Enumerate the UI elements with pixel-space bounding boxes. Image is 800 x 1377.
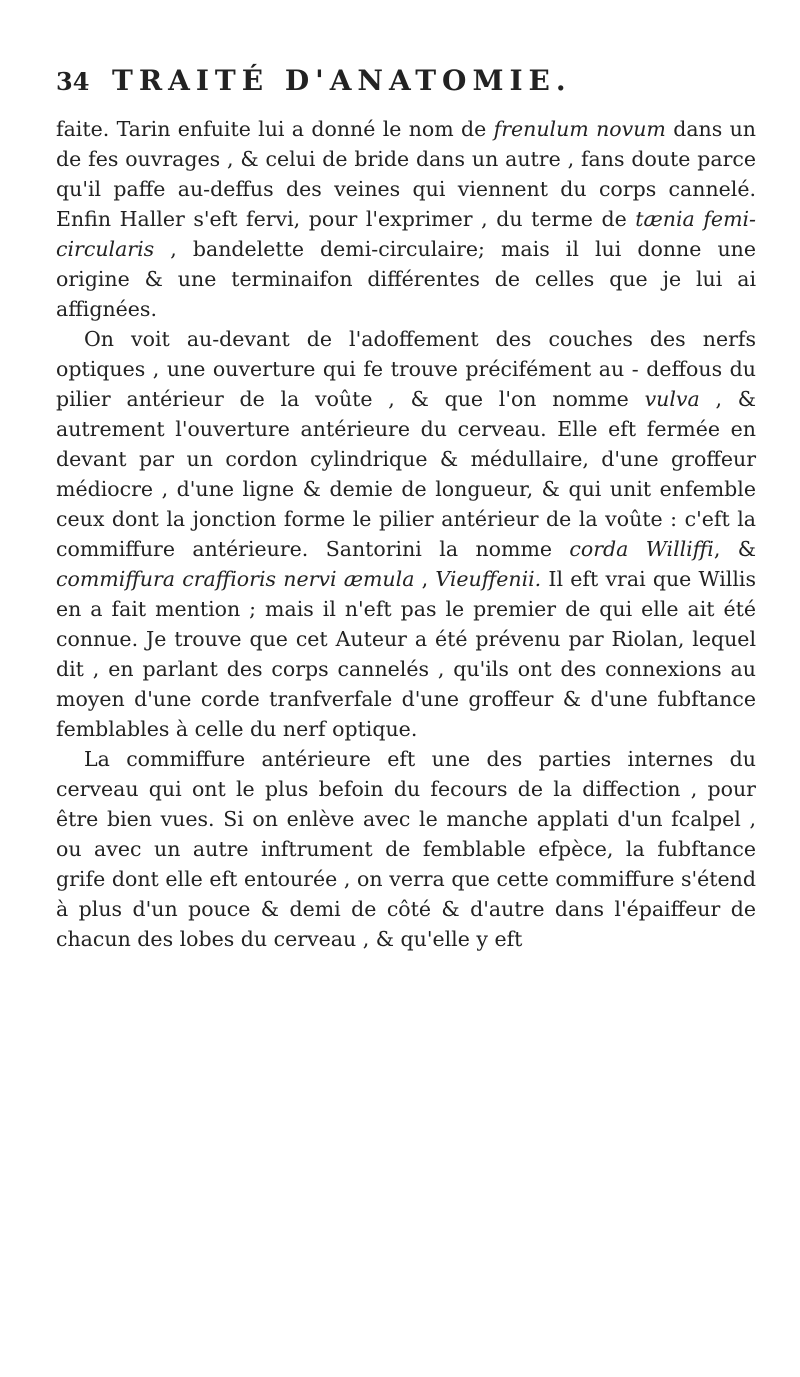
text-segment: dans un de fes ouvrages , & celui de bride dans un autre , fans doute parce qu'il paffe au-deffus des veines qui viennent du corps cannelé. Enfin Haller s'eft fervi, pour l'exprimer , du terme de	[56, 117, 756, 231]
page-number: 34	[56, 67, 90, 96]
book-page	[56, 64, 756, 954]
text-segment: , &	[713, 537, 756, 561]
italic-term: vulva	[644, 387, 700, 411]
text-segment: ,	[414, 567, 436, 591]
text-segment: faite. Tarin enfuite lui a donné le nom de	[56, 117, 494, 141]
paragraph	[56, 744, 756, 954]
text-segment: , bandelette demi-circulaire; mais il lui donne une origine & une terminaifon différentes de celles que je lui ai affignées.	[56, 237, 756, 321]
paragraph	[56, 114, 756, 324]
italic-term: corda Williffi	[569, 537, 714, 561]
text-segment: Il eft vrai que Willis en a fait mention ; mais il n'eft pas le premier de qui elle ait été connue. Je trouve que cet Auteur a été prévenu par Riolan, lequel dit , en parlant des corps cannelés , qu'ils ont des connexions au moyen d'une corde tranfverfale d'une groffeur & d'une fubftance femblables à celle du nerf optique.	[56, 567, 756, 741]
italic-term: tænia femi-circularis	[56, 207, 756, 261]
text-segment: La commiffure antérieure eft une des parties internes du cerveau qui ont le plus befoin du fecours de la diffection , pour être bien vues. Si on enlève avec le manche applati d'un fcalpel , ou avec un autre inftrument de femblable efpèce, la fubftance grife dont elle eft entourée , on verra que cette commiffure s'étend à plus d'un pouce & demi de côté & d'autre dans l'épaiffeur de chacun des lobes du cerveau , & qu'elle y eft	[56, 747, 756, 951]
italic-term: commiffura craffioris nervi æmula	[56, 567, 415, 591]
body-text	[56, 114, 756, 954]
italic-term: frenulum novum	[493, 117, 666, 141]
italic-term: Vieuffenii.	[435, 567, 542, 591]
paragraph	[56, 324, 756, 744]
text-segment: , & autrement l'ouverture antérieure du cerveau. Elle eft fermée en devant par un cordon cylindrique & médullaire, d'une groffeur médiocre , d'une ligne & demie de longueur, & qui unit enfemble ceux dont la jonction forme le pilier antérieur de la voûte : c'eft la commiffure antérieure. Santorini la nomme	[56, 387, 757, 561]
page-header	[56, 64, 756, 114]
running-title: TRAITÉ D'ANATOMIE.	[112, 64, 572, 97]
text-segment: On voit au-devant de l'adoffement des couches des nerfs optiques , une ouverture qui fe trouve précifément au - deffous du pilier antérieur de la voûte , & que l'on nomme	[56, 327, 756, 411]
